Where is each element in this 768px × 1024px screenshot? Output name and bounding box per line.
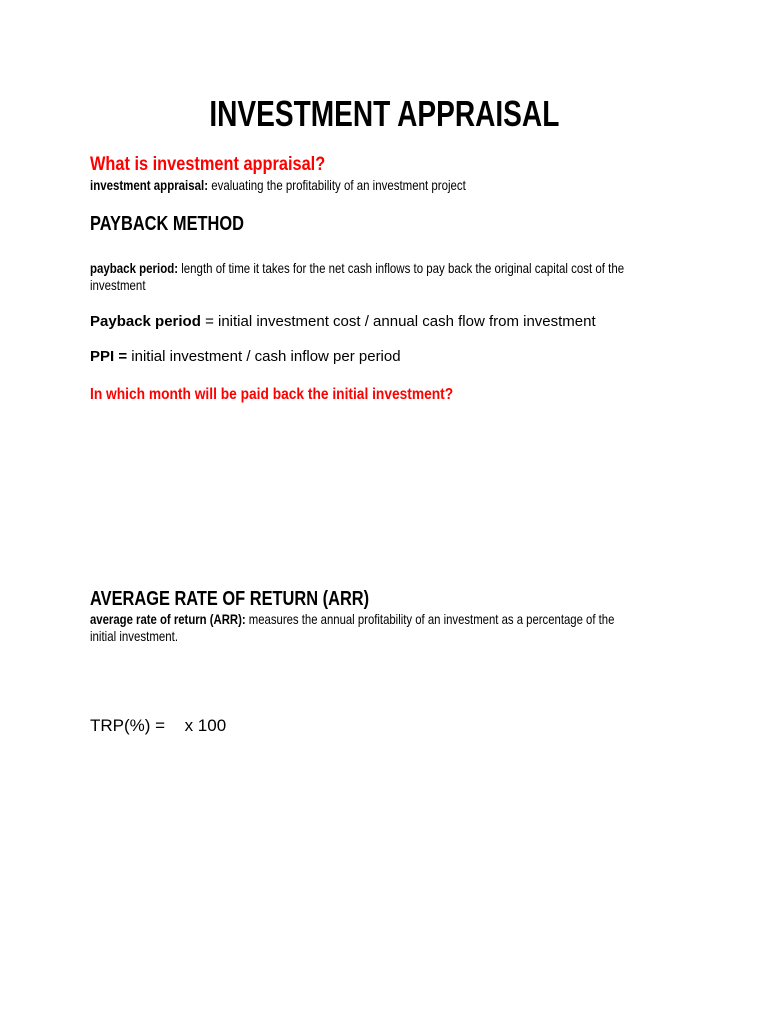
arr-definition-continued [90, 628, 197, 645]
payback-definition-line1: length of time it takes for the net cash inflows to pay back the original capital cost of the [181, 260, 625, 276]
ppi-label: PPI = [90, 348, 128, 365]
trp-formula [90, 716, 226, 736]
payback-question: In which month will be paid back the initial investment? [90, 386, 454, 403]
arr-definition-line1: measures the annual profitability of an investment as a percentage of the [248, 611, 615, 627]
page-title [0, 92, 768, 136]
payback-heading: PAYBACK METHOD [90, 213, 244, 235]
arr-heading: AVERAGE RATE OF RETURN (ARR) [90, 588, 370, 610]
trp-formula-rhs: x 100 [184, 716, 227, 735]
arr-definition [90, 611, 737, 628]
arr-definition-line2: initial investment. [90, 628, 179, 644]
ppi-text: initial investment / cash inflow per period [131, 348, 401, 365]
payback-formula-label: Payback period [90, 313, 201, 330]
intro-term: investment appraisal: [90, 177, 209, 193]
payback-definition-line2: investment [90, 277, 146, 293]
payback-term: payback period: [90, 260, 179, 276]
payback-definition-continued [90, 277, 158, 294]
page-title-text: INVESTMENT APPRAISAL [208, 93, 559, 134]
trp-formula-lhs: TRP(%) = [90, 716, 166, 735]
payback-definition [90, 260, 741, 277]
intro-definition-text: evaluating the profitability of an investment project [211, 177, 466, 193]
intro-definition [90, 177, 548, 194]
payback-formula-text: = initial investment cost / annual cash flow from investment [205, 313, 596, 330]
arr-term: average rate of return (ARR): [90, 611, 246, 627]
intro-question: What is investment appraisal? [90, 154, 326, 175]
payback-formula [90, 313, 596, 331]
ppi-formula [90, 348, 401, 366]
